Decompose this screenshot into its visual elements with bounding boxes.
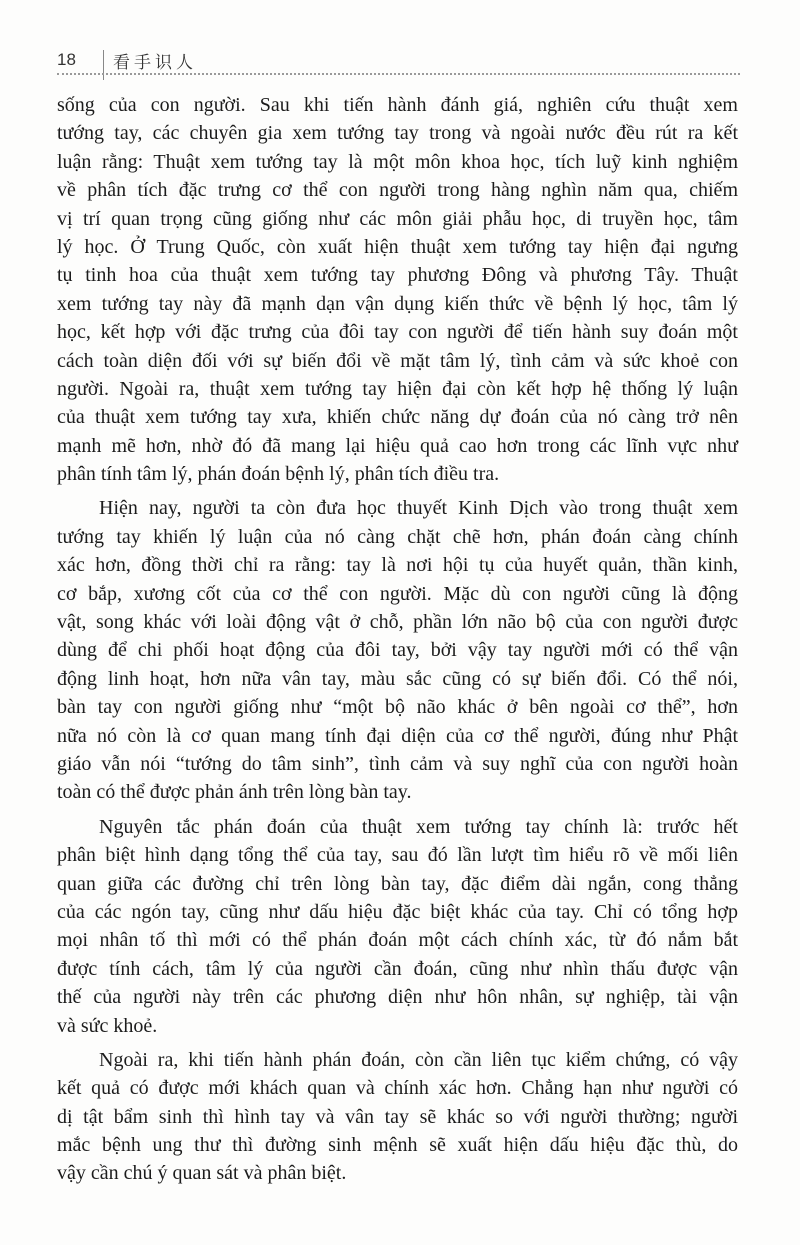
text-line: mắc bệnh ung thư thì đường sinh mệnh sẽ xuất hiện dấu hiệu đặc thù, do <box>57 1134 738 1157</box>
text-line: giáo vẫn nói “tướng do tâm sinh”, tình cảm và suy nghĩ của con người hoàn <box>57 752 738 775</box>
text-line: mạnh mẽ hơn, nhờ đó đã mang lại hiệu quả cao hơn trong các lĩnh vực như <box>57 434 738 457</box>
page-number: 18 <box>57 50 76 69</box>
text-line: luận rằng: Thuật xem tướng tay là một môn khoa học, tích luỹ kinh nghiệm <box>57 150 738 173</box>
text-line: dị tật bẩm sinh thì hình tay và vân tay sẽ khác so với người thường; người <box>57 1105 738 1128</box>
page-header <box>57 48 740 74</box>
text-line: vật, song khác với loài động vật ở chỗ, phần lớn não bộ của con người được <box>57 611 738 634</box>
text-line: quan giữa các đường chỉ trên lòng bàn tay, đặc điểm dài ngắn, cong thẳng <box>57 872 738 895</box>
header-rule <box>57 73 740 75</box>
text-line: nữa nó còn là cơ quan mang tính đại diện của cơ thể người, đúng như Phật <box>57 724 738 747</box>
text-line: dùng để chi phối hoạt động của đôi tay, bởi vậy tay người mới có thể vận <box>57 639 738 662</box>
text-line: kết quả có được mới khách quan và chính xác hơn. Chẳng hạn như người có <box>57 1077 738 1100</box>
text-line: phân biệt hình dạng tổng thể của tay, sau đó lần lượt tìm hiểu rõ về mối liên <box>57 844 738 867</box>
text-line: về phân tích đặc trưng cơ thể con người trong hàng nghìn năm qua, chiếm <box>57 179 738 202</box>
running-title: 看手识人 <box>113 53 197 73</box>
text-line: lý học. Ở Trung Quốc, còn xuất hiện thuật xem tướng tay hiện đại ngưng <box>57 235 738 258</box>
text-line: Nguyên tắc phán đoán của thuật xem tướng tay chính là: trước hết <box>99 815 738 838</box>
text-line: sống của con người. Sau khi tiến hành đánh giá, nghiên cứu thuật xem <box>57 94 738 116</box>
paragraph <box>57 813 738 1040</box>
text-line: bàn tay con người giống như “một bộ não khác ở bên ngoài cơ thể”, hơn <box>57 696 738 719</box>
text-line: và sức khoẻ. <box>57 1014 158 1037</box>
paragraph <box>57 1046 738 1188</box>
text-line: xem tướng tay này đã mạnh dạn vận dụng kiến thức về bệnh lý học, tâm lý <box>57 292 738 315</box>
text-line: học, kết hợp với đặc trưng của đôi tay con người để tiến hành suy đoán một <box>57 321 738 344</box>
text-line: tụ tinh hoa của thuật xem tướng tay phương Đông và phương Tây. Thuật <box>57 264 738 287</box>
text-line: tướng tay, các chuyên gia xem tướng tay trong và ngoài nước đều rút ra kết <box>57 122 738 145</box>
text-line: được tính cách, tâm lý của người cần đoán, cũng như nhìn thấu được vận <box>57 957 738 980</box>
text-line: động linh hoạt, hơn nữa vân tay, màu sắc cũng có sự biến đổi. Có thể nói, <box>57 667 738 690</box>
text-line: người. Ngoài ra, thuật xem tướng tay hiện đại còn kết hợp hệ thống lý luận <box>57 377 738 400</box>
text-line: cách toàn diện đối với sự biến đổi về mặt tâm lý, tình cảm và sức khoẻ con <box>57 349 738 372</box>
paragraph <box>57 91 738 488</box>
header-divider <box>103 50 104 80</box>
text-line: Ngoài ra, khi tiến hành phán đoán, còn cần liên tục kiểm chứng, có vậy <box>99 1048 738 1071</box>
text-line: thế của người này trên các phương diện như hôn nhân, sự nghiệp, tài vận <box>57 986 738 1009</box>
text-line: mọi nhân tố thì mới có thể phán đoán một cách chính xác, từ đó nắm bắt <box>57 929 738 952</box>
text-line: vị trí quan trọng cũng giống như các môn giải phẫu học, di truyền học, tâm <box>57 207 738 230</box>
text-line: cơ bắp, xương cốt của cơ thể con người. Mặc dù con người cũng là động <box>57 582 738 605</box>
text-line: Hiện nay, người ta còn đưa học thuyết Kinh Dịch vào trong thuật xem <box>99 497 738 520</box>
text-line: phân tính tâm lý, phán đoán bệnh lý, phân tích điều tra. <box>57 463 500 486</box>
text-line: toàn có thể được phản ánh trên lòng bàn tay. <box>57 781 412 804</box>
text-line: vậy cần chú ý quan sát và phân biệt. <box>57 1162 347 1185</box>
text-line: của thuật xem tướng tay xưa, khiến chức năng dự đoán của nó càng trở nên <box>57 406 738 429</box>
text-line: của các ngón tay, cũng như dấu hiệu đặc biệt khác của tay. Chỉ có tổng hợp <box>57 900 738 923</box>
text-line: tướng tay khiến lý luận của nó càng chặt chẽ hơn, phán đoán càng chính <box>57 525 738 548</box>
body-text <box>57 91 738 1194</box>
paragraph <box>57 494 738 806</box>
text-line: xác hơn, đồng thời chỉ ra rằng: tay là nơi hội tụ của huyết quản, thần kinh, <box>57 554 738 577</box>
